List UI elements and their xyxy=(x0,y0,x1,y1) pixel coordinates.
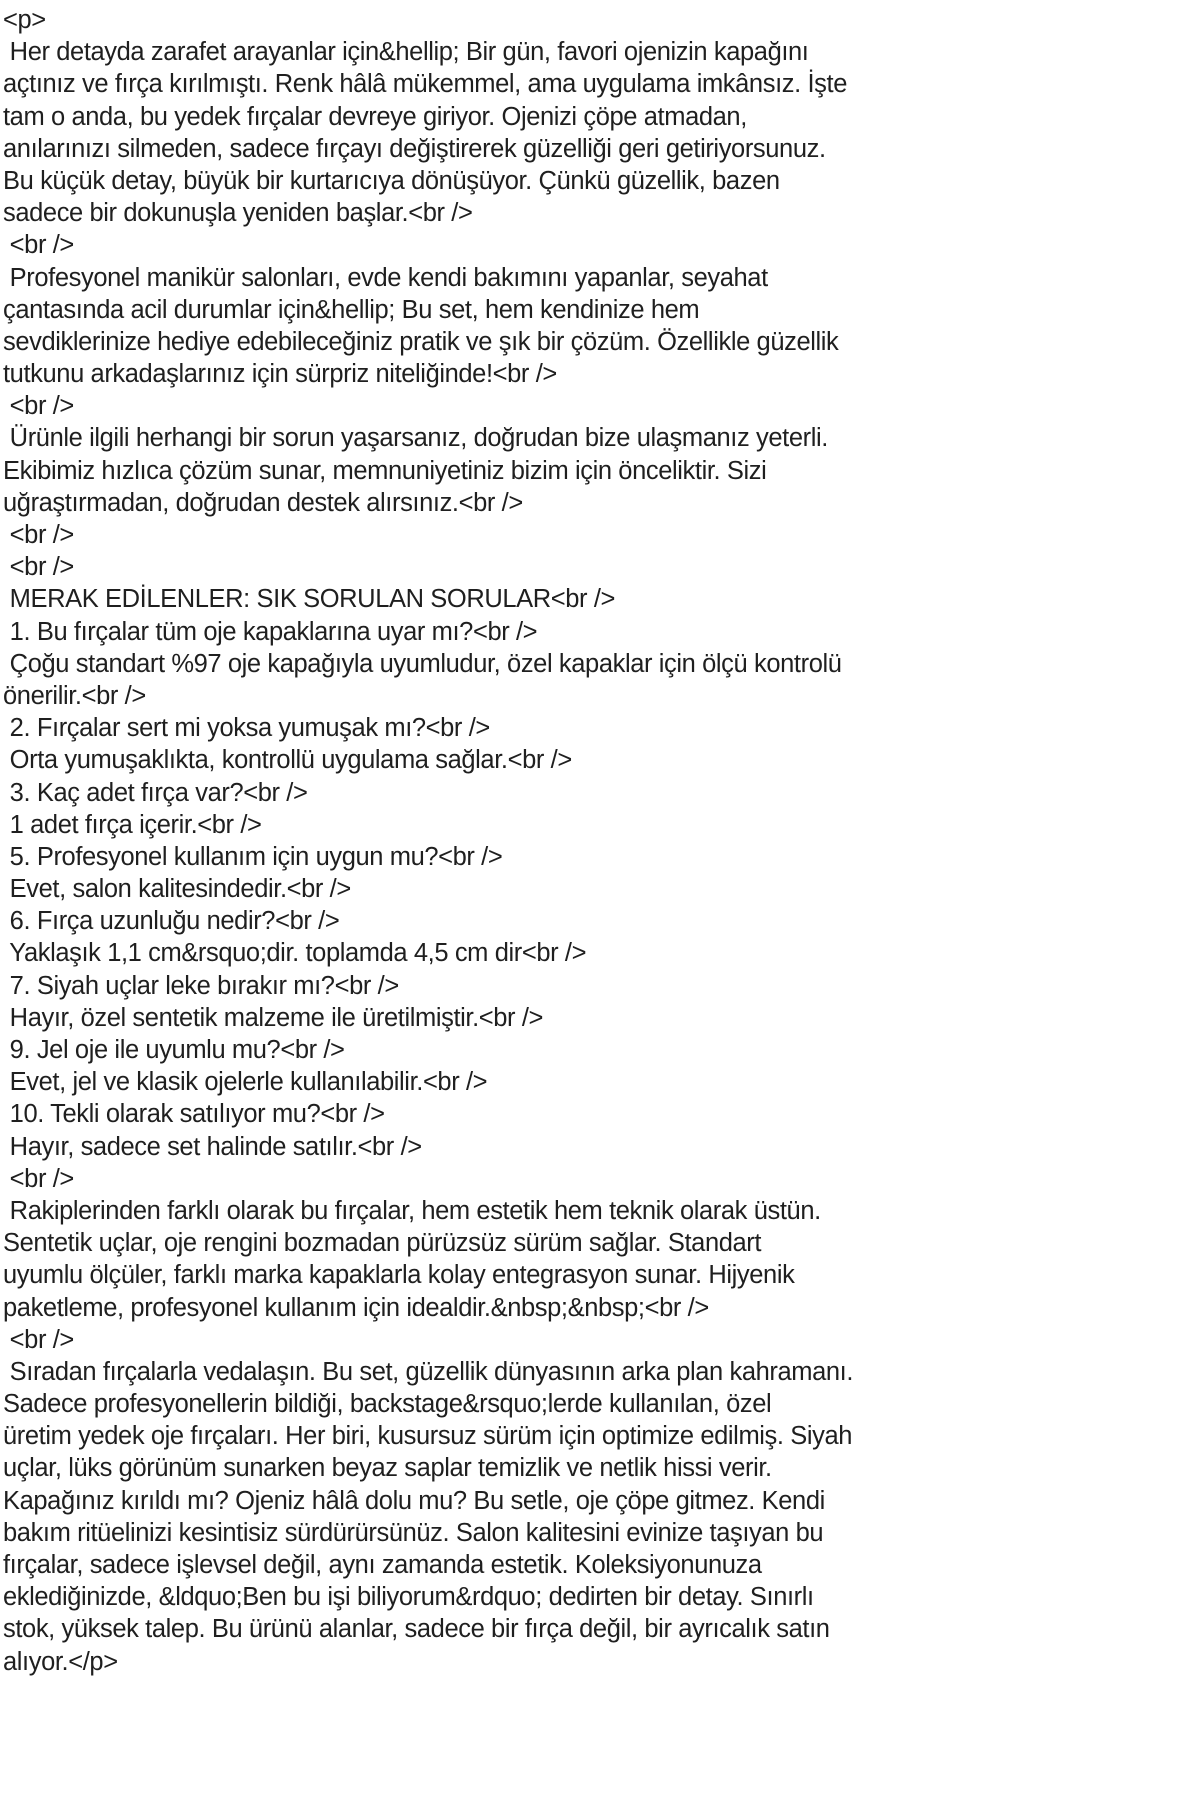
text-line: 2. Fırçalar sert mi yoksa yumuşak mı?<br /> xyxy=(3,714,490,743)
text-line: 6. Fırça uzunluğu nedir?<br /> xyxy=(3,907,340,936)
text-line: <br /> xyxy=(3,553,74,582)
text-line: üretim yedek oje fırçaları. Her biri, kusursuz sürüm için optimize edilmiş. Siyah xyxy=(3,1422,853,1451)
text-line: <br /> xyxy=(3,521,74,549)
text-line: <br /> xyxy=(3,1325,74,1354)
text-line: tutkunu arkadaşlarınız için sürpriz niteliğinde!<br /> xyxy=(3,360,557,389)
text-line: Bu küçük detay, büyük bir kurtarıcıya dönüşüyor. Çünkü güzellik, bazen xyxy=(3,166,780,195)
text-line: 10. Tekli olarak satılıyor mu?<br /> xyxy=(3,1100,385,1129)
text-line: Orta yumuşaklıkta, kontrollü uygulama sağlar.<br /> xyxy=(3,746,572,775)
text-line: <br /> xyxy=(3,392,74,421)
text-line: Kapağınız kırıldı mı? Ojeniz hâlâ dolu mu? Bu setle, oje çöpe gitmez. Kendi xyxy=(3,1486,825,1515)
text-line: Sentetik uçlar, oje rengini bozmadan pürüzsüz sürüm sağlar. Standart xyxy=(3,1229,762,1258)
text-line: 3. Kaç adet fırça var?<br /> xyxy=(3,778,308,807)
text-line: <br /> xyxy=(3,231,74,260)
text-line: 7. Siyah uçlar leke bırakır mı?<br /> xyxy=(3,971,399,1000)
text-line: anılarınızı silmeden, sadece fırçayı değiştirerek güzelliği geri getiriyorsunuz. xyxy=(3,134,826,163)
text-line: Her detayda zarafet arayanlar için&hellip; Bir gün, favori ojenizin kapağını xyxy=(3,38,809,67)
text-line: tam o anda, bu yedek fırçalar devreye giriyor. Ojenizi çöpe atmadan, xyxy=(3,102,747,131)
text-line: sadece bir dokunuşla yeniden başlar.<br /> xyxy=(3,199,473,228)
text-line: <p> xyxy=(3,6,46,34)
text-line: Hayır, sadece set halinde satılır.<br /> xyxy=(3,1132,422,1161)
text-line: uyumlu ölçüler, farklı marka kapaklarla kolay entegrasyon sunar. Hijyenik xyxy=(3,1261,795,1290)
text-line: Ürünle ilgili herhangi bir sorun yaşarsanız, doğrudan bize ulaşmanız yeterli. xyxy=(3,424,828,453)
text-line: Evet, salon kalitesindedir.<br /> xyxy=(3,875,351,904)
text-line: 1 adet fırça içerir.<br /> xyxy=(3,810,262,839)
text-line: uçlar, lüks görünüm sunarken beyaz saplar temizlik ve netlik hissi verir. xyxy=(3,1454,772,1483)
text-line: 9. Jel oje ile uyumlu mu?<br /> xyxy=(3,1036,345,1064)
text-line: açtınız ve fırça kırılmıştı. Renk hâlâ mükemmel, ama uygulama imkânsız. İşte xyxy=(3,70,847,99)
text-line: eklediğinizde, &ldquo;Ben bu işi biliyorum&rdquo; dedirten bir detay. Sınırlı xyxy=(3,1583,814,1612)
text-line: çantasında acil durumlar için&hellip; Bu set, hem kendinize hem xyxy=(3,295,700,324)
text-line: MERAK EDİLENLER: SIK SORULAN SORULAR<br /> xyxy=(3,585,615,614)
text-line: Hayır, özel sentetik malzeme ile üretilmiştir.<br /> xyxy=(3,1003,543,1032)
text-line: Çoğu standart %97 oje kapağıyla uyumludur, özel kapaklar için ölçü kontrolü xyxy=(3,649,842,678)
text-line: <br /> xyxy=(3,1164,74,1193)
text-line: uğraştırmadan, doğrudan destek alırsınız.<br /> xyxy=(3,488,523,517)
text-line: paketleme, profesyonel kullanım için idealdir.&nbsp;&nbsp;<br /> xyxy=(3,1293,709,1322)
text-line: alıyor.</p> xyxy=(3,1647,118,1676)
text-line: Yaklaşık 1,1 cm&rsquo;dir. toplamda 4,5 cm dir<br /> xyxy=(3,939,587,968)
text-line: Sıradan fırçalarla vedalaşın. Bu set, güzellik dünyasının arka plan kahramanı. xyxy=(3,1357,854,1386)
text-line: Profesyonel manikür salonları, evde kendi bakımını yapanlar, seyahat xyxy=(3,263,768,292)
text-line: önerilir.<br /> xyxy=(3,681,146,710)
text-line: stok, yüksek talep. Bu ürünü alanlar, sadece bir fırça değil, bir ayrıcalık satın xyxy=(3,1615,830,1644)
text-line: 5. Profesyonel kullanım için uygun mu?<br /> xyxy=(3,842,503,871)
text-line: fırçalar, sadece işlevsel değil, aynı zamanda estetik. Koleksiyonunuza xyxy=(3,1551,762,1579)
text-line: Evet, jel ve klasik ojelerle kullanılabilir.<br /> xyxy=(3,1068,488,1097)
text-line: bakım ritüelinizi kesintisiz sürdürürsünüz. Salon kalitesini evinize taşıyan bu xyxy=(3,1518,824,1547)
text-line: 1. Bu fırçalar tüm oje kapaklarına uyar mı?<br /> xyxy=(3,617,538,646)
text-line: sevdiklerinize hediye edebileceğiniz pratik ve şık bir çözüm. Özellikle güzellik xyxy=(3,327,839,356)
text-line: Ekibimiz hızlıca çözüm sunar, memnuniyetiniz bizim için önceliktir. Sizi xyxy=(3,456,767,485)
text-line: Sadece profesyonellerin bildiği, backstage&rsquo;lerde kullanılan, özel xyxy=(3,1390,772,1419)
text-line: Rakiplerinden farklı olarak bu fırçalar, hem estetik hem teknik olarak üstün. xyxy=(3,1196,821,1225)
